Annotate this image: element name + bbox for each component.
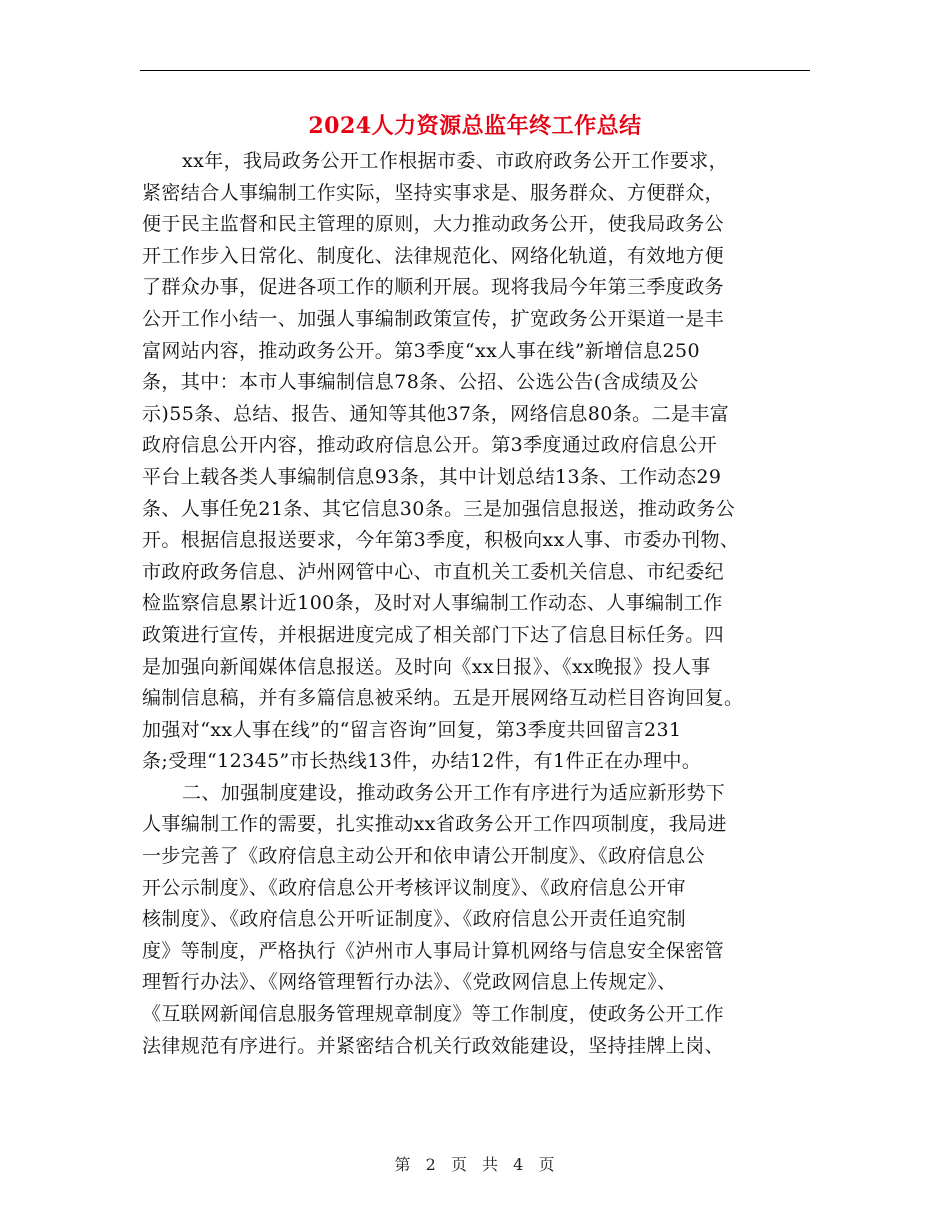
body-line: 了群众办事，促进各项工作的顺利开展。现将我局今年第三季度政务 (142, 276, 725, 299)
header-rule (140, 70, 810, 71)
body-line: 示)55条、总结、报告、通知等其他37条，网络信息80条。二是丰富 (142, 402, 730, 425)
body-line: 人事编制工作的需要，扎实推动xx省政务公开工作四项制度，我局进 (142, 813, 727, 836)
body-line: 条;受理“12345”市长热线13件，办结12件，有1件正在办理中。 (142, 750, 702, 773)
body-line: 开。根据信息报送要求，今年第3季度，积极向xx人事、市委办刊物、 (142, 529, 740, 552)
body-line: 开公示制度》、《政府信息公开考核评议制度》、《政府信息公开审 (142, 876, 687, 899)
page-label-mid: 页 (450, 1155, 468, 1174)
body-line: 条、人事任免21条、其它信息30条。三是加强信息报送，推动政务公 (142, 497, 736, 520)
body-line: 检监察信息累计近100条，及时对人事编制工作动态、人事编制工作 (142, 592, 723, 615)
body-line: 是加强向新闻媒体信息报送。及时向《xx日报》、《xx晚报》投人事 (142, 655, 711, 678)
body-line: 理暂行办法》、《网络管理暂行办法》、《党政网信息上传规定》、 (142, 971, 677, 994)
body-line: 编制信息稿，并有多篇信息被采纳。五是开展网络互动栏目咨询回复。 (142, 687, 744, 710)
body-line: 《互联网新闻信息服务管理规章制度》等工作制度，使政务公开工作 (142, 1003, 725, 1026)
body-line: 富网站内容，推动政务公开。第3季度“xx人事在线”新增信息250 (142, 339, 701, 362)
body-line: 加强对“xx人事在线”的“留言咨询”回复，第3季度共回留言231 (142, 718, 682, 741)
body-line: 开工作步入日常化、制度化、法律规范化、网络化轨道，有效地方便 (142, 244, 725, 267)
body-line: 二、加强制度建设，推动政务公开工作有序进行为适应新形势下 (182, 781, 726, 804)
body-line: 法律规范有序进行。并紧密结合机关行政效能建设，坚持挂牌上岗、 (142, 1034, 725, 1057)
current-page-number: 2 (425, 1155, 437, 1174)
total-label: 共 (482, 1155, 500, 1174)
body-line: 市政府政务信息、泸州网管中心、市直机关工委机关信息、市纪委纪 (142, 560, 725, 583)
body-line: 政府信息公开内容，推动政府信息公开。第3季度通过政府信息公开 (142, 434, 718, 457)
body-line: 公开工作小结一、加强人事编制政策宣传，扩宽政务公开渠道一是丰 (142, 307, 725, 330)
body-line: 政策进行宣传，并根据进度完成了相关部门下达了信息目标任务。四 (142, 623, 725, 646)
body-line: 平台上载各类人事编制信息93条，其中计划总结13条、工作动态29 (142, 465, 722, 488)
body-line: 便于民主监督和民主管理的原则，大力推动政务公开，使我局政务公 (142, 213, 725, 236)
document-title: 2024人力资源总监年终工作总结 (308, 113, 642, 139)
body-line: 条，其中：本市人事编制信息78条、公招、公选公告(含成绩及公 (142, 371, 699, 394)
page-label-prefix: 第 (394, 1155, 412, 1174)
body-line: 度》等制度，严格执行《泸州市人事局计算机网络与信息安全保密管 (142, 939, 725, 962)
body-line: 核制度》、《政府信息公开听证制度》、《政府信息公开责任追究制 (142, 908, 687, 931)
body-line: 紧密结合人事编制工作实际，坚持实事求是、服务群众、方便群众， (142, 181, 725, 204)
page-label-suffix: 页 (538, 1155, 556, 1174)
body-line: 一步完善了《政府信息主动公开和依申请公开制度》、《政府信息公 (142, 845, 706, 868)
body-line: xx年，我局政务公开工作根据市委、市政府政务公开工作要求， (182, 150, 729, 172)
document-body (142, 146, 814, 1062)
total-pages-number: 4 (513, 1155, 525, 1174)
page-footer (0, 1152, 950, 1175)
